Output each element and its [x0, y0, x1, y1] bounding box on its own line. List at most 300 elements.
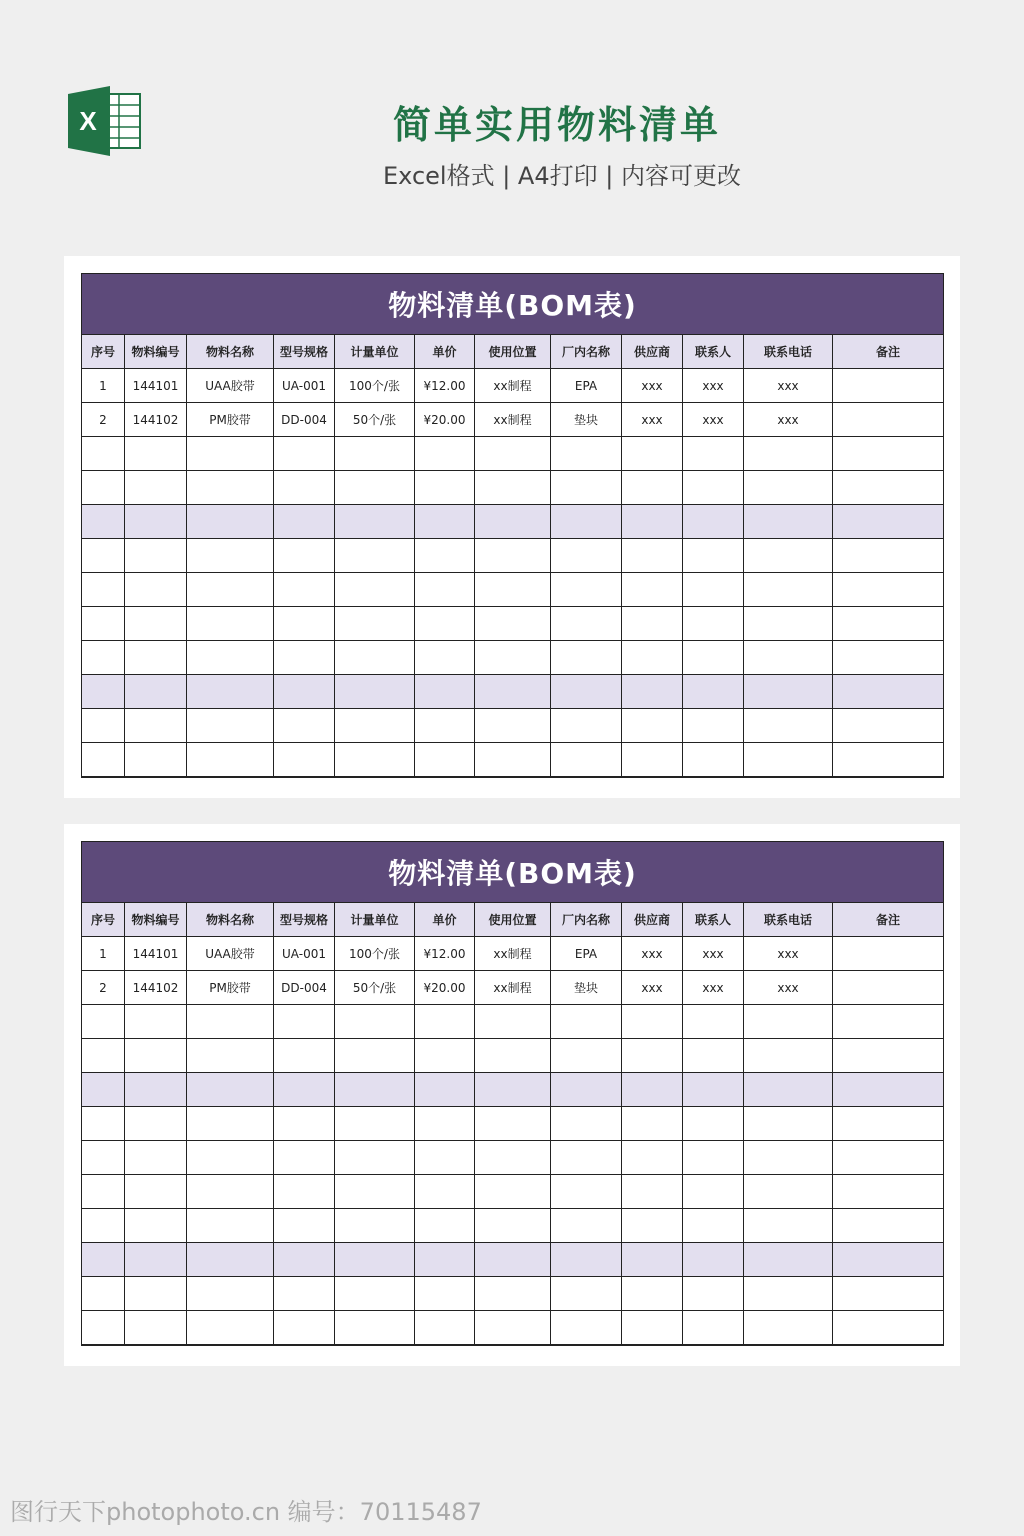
table-cell[interactable]	[551, 1243, 622, 1277]
table-cell[interactable]	[551, 1175, 622, 1209]
table-cell[interactable]	[551, 1209, 622, 1243]
table-cell[interactable]: 144102	[125, 971, 187, 1005]
table-cell[interactable]	[622, 573, 683, 607]
table-row	[82, 403, 944, 437]
table-cell[interactable]	[622, 1311, 683, 1346]
table-cell[interactable]	[475, 1073, 551, 1107]
table-cell[interactable]	[187, 1073, 274, 1107]
table-cell[interactable]	[475, 641, 551, 675]
table-cell[interactable]	[82, 1209, 125, 1243]
table-cell[interactable]	[274, 573, 335, 607]
table-cell[interactable]	[683, 1175, 744, 1209]
table-cell[interactable]	[415, 1039, 475, 1073]
table-cell[interactable]: 144102	[125, 403, 187, 437]
table-cell[interactable]	[744, 505, 833, 539]
table-cell[interactable]	[415, 641, 475, 675]
table-cell[interactable]	[335, 1039, 415, 1073]
table-cell[interactable]	[622, 1073, 683, 1107]
table-cell[interactable]	[274, 1277, 335, 1311]
table-cell[interactable]: ¥20.00	[415, 403, 475, 437]
table-cell[interactable]	[475, 743, 551, 778]
table-cell[interactable]: xxx	[744, 971, 833, 1005]
table-cell[interactable]: 100个/张	[335, 369, 415, 403]
table-cell[interactable]	[622, 1243, 683, 1277]
table-cell[interactable]	[125, 1107, 187, 1141]
table-cell[interactable]	[622, 607, 683, 641]
table-cell[interactable]	[335, 539, 415, 573]
table-cell[interactable]	[622, 675, 683, 709]
table-cell[interactable]	[415, 1073, 475, 1107]
table-cell[interactable]	[187, 607, 274, 641]
table-cell[interactable]	[683, 1209, 744, 1243]
table-cell[interactable]	[82, 505, 125, 539]
table-cell[interactable]	[683, 607, 744, 641]
table-cell[interactable]	[82, 573, 125, 607]
table-cell[interactable]	[622, 471, 683, 505]
table-cell[interactable]	[475, 1209, 551, 1243]
table-cell[interactable]	[744, 1243, 833, 1277]
table-cell[interactable]	[274, 1005, 335, 1039]
table-cell[interactable]	[335, 1073, 415, 1107]
table-cell[interactable]: 100个/张	[335, 937, 415, 971]
table-cell[interactable]	[744, 1141, 833, 1175]
table-cell[interactable]	[335, 1311, 415, 1346]
table-cell[interactable]	[82, 675, 125, 709]
table-cell[interactable]: ¥12.00	[415, 937, 475, 971]
table-cell[interactable]	[744, 1005, 833, 1039]
table-cell[interactable]	[187, 1209, 274, 1243]
table-cell[interactable]	[125, 709, 187, 743]
table-cell[interactable]	[274, 1209, 335, 1243]
table-cell[interactable]	[335, 1277, 415, 1311]
table-cell[interactable]	[683, 675, 744, 709]
table-cell[interactable]: 1	[82, 369, 125, 403]
table-cell[interactable]	[475, 1039, 551, 1073]
table-cell[interactable]	[833, 641, 944, 675]
column-header: 使用位置	[475, 903, 551, 937]
table-cell[interactable]	[551, 573, 622, 607]
table-cell[interactable]	[683, 1107, 744, 1141]
table-cell[interactable]	[551, 1107, 622, 1141]
table-cell[interactable]	[335, 1005, 415, 1039]
table-cell[interactable]	[683, 743, 744, 778]
table-cell[interactable]	[744, 539, 833, 573]
table-cell[interactable]	[833, 471, 944, 505]
table-cell[interactable]	[833, 675, 944, 709]
table-cell[interactable]	[415, 1141, 475, 1175]
table-cell[interactable]: ¥12.00	[415, 369, 475, 403]
table-cell[interactable]	[833, 1311, 944, 1346]
table-cell[interactable]	[683, 1311, 744, 1346]
table-cell[interactable]	[833, 709, 944, 743]
table-cell[interactable]	[833, 1073, 944, 1107]
table-cell[interactable]	[82, 1073, 125, 1107]
table-cell[interactable]	[475, 1175, 551, 1209]
table-cell[interactable]: xx制程	[475, 937, 551, 971]
column-header: 计量单位	[335, 903, 415, 937]
table-cell[interactable]	[744, 607, 833, 641]
table-cell[interactable]	[187, 437, 274, 471]
table-cell[interactable]	[125, 743, 187, 778]
table-cell[interactable]	[622, 1175, 683, 1209]
table-cell[interactable]	[335, 1141, 415, 1175]
table-cell[interactable]	[744, 471, 833, 505]
table-cell[interactable]	[82, 1005, 125, 1039]
table-cell[interactable]	[125, 1141, 187, 1175]
table-cell[interactable]	[187, 1107, 274, 1141]
table-cell[interactable]	[551, 675, 622, 709]
table-cell[interactable]	[551, 743, 622, 778]
table-cell[interactable]	[622, 709, 683, 743]
table-cell[interactable]	[415, 539, 475, 573]
table-cell[interactable]	[551, 1073, 622, 1107]
table-cell[interactable]	[125, 1005, 187, 1039]
table-cell[interactable]	[187, 539, 274, 573]
table-cell[interactable]	[82, 539, 125, 573]
table-cell[interactable]	[125, 437, 187, 471]
table-cell[interactable]	[415, 437, 475, 471]
table-cell[interactable]: 2	[82, 971, 125, 1005]
table-cell[interactable]: UA-001	[274, 937, 335, 971]
table-cell[interactable]	[622, 1277, 683, 1311]
table-cell[interactable]	[125, 1175, 187, 1209]
table-cell[interactable]	[125, 641, 187, 675]
table-cell[interactable]	[187, 1175, 274, 1209]
column-header: 序号	[82, 335, 125, 369]
table-cell[interactable]: xxx	[744, 937, 833, 971]
table-cell[interactable]	[744, 1277, 833, 1311]
table-cell[interactable]	[744, 675, 833, 709]
table-cell[interactable]	[622, 1005, 683, 1039]
table-cell[interactable]	[415, 675, 475, 709]
table-cell[interactable]: UAA胶带	[187, 369, 274, 403]
table-cell[interactable]	[125, 471, 187, 505]
table-cell[interactable]: xxx	[683, 403, 744, 437]
table-cell[interactable]	[82, 709, 125, 743]
table-cell[interactable]	[744, 1311, 833, 1346]
column-header: 物料名称	[187, 903, 274, 937]
table-cell[interactable]	[744, 1175, 833, 1209]
table-cell[interactable]: 垫块	[551, 403, 622, 437]
table-cell[interactable]: xxx	[683, 369, 744, 403]
table-cell[interactable]	[82, 1243, 125, 1277]
table-cell[interactable]	[683, 471, 744, 505]
table-cell[interactable]	[415, 1005, 475, 1039]
table-cell[interactable]	[125, 1277, 187, 1311]
table-cell[interactable]	[274, 1243, 335, 1277]
table-cell[interactable]	[833, 505, 944, 539]
table-cell[interactable]	[475, 1311, 551, 1346]
table-cell[interactable]: 50个/张	[335, 971, 415, 1005]
table-cell[interactable]	[683, 709, 744, 743]
table-cell[interactable]	[833, 1107, 944, 1141]
table-cell[interactable]	[744, 1073, 833, 1107]
table-cell[interactable]	[335, 573, 415, 607]
table-cell[interactable]	[187, 1311, 274, 1346]
table-cell[interactable]: xxx	[683, 971, 744, 1005]
table-cell[interactable]	[335, 1107, 415, 1141]
table-cell[interactable]	[551, 1311, 622, 1346]
table-cell[interactable]: 144101	[125, 937, 187, 971]
table-cell[interactable]	[82, 1107, 125, 1141]
table-cell[interactable]	[187, 471, 274, 505]
table-cell[interactable]	[125, 539, 187, 573]
table-cell[interactable]	[475, 675, 551, 709]
table-cell[interactable]	[683, 1039, 744, 1073]
table-cell[interactable]	[125, 675, 187, 709]
table-cell[interactable]: xx制程	[475, 971, 551, 1005]
table-cell[interactable]: 垫块	[551, 971, 622, 1005]
table-cell[interactable]: DD-004	[274, 971, 335, 1005]
table-cell[interactable]	[274, 1073, 335, 1107]
table-cell[interactable]	[274, 607, 335, 641]
table-cell[interactable]	[335, 1209, 415, 1243]
table-row	[82, 1311, 944, 1346]
table-cell[interactable]: xxx	[622, 971, 683, 1005]
table-cell[interactable]	[833, 937, 944, 971]
table-cell[interactable]	[274, 437, 335, 471]
table-cell[interactable]	[335, 471, 415, 505]
table-cell[interactable]	[125, 1073, 187, 1107]
table-cell[interactable]	[683, 1141, 744, 1175]
table-cell[interactable]	[274, 505, 335, 539]
table-cell[interactable]: 144101	[125, 369, 187, 403]
table-cell[interactable]	[415, 1175, 475, 1209]
table-cell[interactable]	[415, 1277, 475, 1311]
table-cell[interactable]: xxx	[622, 937, 683, 971]
table-cell[interactable]	[551, 1141, 622, 1175]
table-cell[interactable]	[683, 1277, 744, 1311]
table-cell[interactable]: DD-004	[274, 403, 335, 437]
table-cell[interactable]	[415, 1107, 475, 1141]
table-cell[interactable]	[683, 505, 744, 539]
table-cell[interactable]: xxx	[744, 369, 833, 403]
table-cell[interactable]	[622, 1209, 683, 1243]
table-cell[interactable]	[622, 539, 683, 573]
table-cell[interactable]	[82, 1039, 125, 1073]
table-cell[interactable]	[82, 1141, 125, 1175]
table-cell[interactable]	[415, 1311, 475, 1346]
table-cell[interactable]	[833, 573, 944, 607]
table-cell[interactable]	[833, 971, 944, 1005]
table-cell[interactable]	[125, 573, 187, 607]
table-cell[interactable]	[833, 607, 944, 641]
table-cell[interactable]	[274, 1141, 335, 1175]
table-cell[interactable]	[744, 641, 833, 675]
table-cell[interactable]	[744, 1107, 833, 1141]
table-cell[interactable]	[335, 743, 415, 778]
table-cell[interactable]	[82, 437, 125, 471]
table-cell[interactable]	[335, 641, 415, 675]
table-cell[interactable]	[551, 1039, 622, 1073]
table-cell[interactable]: xxx	[744, 403, 833, 437]
table-cell[interactable]	[475, 539, 551, 573]
table-cell[interactable]	[475, 1107, 551, 1141]
table-cell[interactable]	[833, 403, 944, 437]
table-cell[interactable]	[125, 1243, 187, 1277]
table-cell[interactable]	[274, 1107, 335, 1141]
table-cell[interactable]	[833, 743, 944, 778]
table-cell[interactable]	[274, 641, 335, 675]
table-cell[interactable]	[551, 471, 622, 505]
table-cell[interactable]	[274, 539, 335, 573]
table-cell[interactable]: UAA胶带	[187, 937, 274, 971]
table-cell[interactable]	[744, 573, 833, 607]
table-cell[interactable]	[82, 743, 125, 778]
table-cell[interactable]: ¥20.00	[415, 971, 475, 1005]
table-cell[interactable]	[833, 1175, 944, 1209]
table-cell[interactable]: PM胶带	[187, 971, 274, 1005]
table-cell[interactable]: 1	[82, 937, 125, 971]
table-cell[interactable]	[475, 1141, 551, 1175]
table-cell[interactable]	[475, 1277, 551, 1311]
table-cell[interactable]	[683, 539, 744, 573]
table-cell[interactable]	[475, 607, 551, 641]
table-cell[interactable]	[833, 369, 944, 403]
table-cell[interactable]	[622, 1141, 683, 1175]
table-row	[82, 937, 944, 971]
table-cell[interactable]	[475, 709, 551, 743]
table-cell[interactable]: 50个/张	[335, 403, 415, 437]
table-cell[interactable]	[622, 437, 683, 471]
table-cell[interactable]	[187, 1039, 274, 1073]
table-cell[interactable]	[622, 743, 683, 778]
table-cell[interactable]	[744, 743, 833, 778]
table-cell[interactable]	[833, 539, 944, 573]
table-cell[interactable]	[475, 471, 551, 505]
table-cell[interactable]: UA-001	[274, 369, 335, 403]
table-cell[interactable]	[187, 743, 274, 778]
table-cell[interactable]	[274, 743, 335, 778]
table-cell[interactable]: xxx	[622, 403, 683, 437]
table-cell[interactable]	[833, 1209, 944, 1243]
table-cell[interactable]	[744, 709, 833, 743]
table-cell[interactable]	[833, 1277, 944, 1311]
table-cell[interactable]	[82, 641, 125, 675]
table-cell[interactable]	[274, 1175, 335, 1209]
table-cell[interactable]	[833, 1141, 944, 1175]
table-cell[interactable]	[551, 641, 622, 675]
table-cell[interactable]	[683, 437, 744, 471]
table-cell[interactable]	[683, 573, 744, 607]
table-cell[interactable]	[125, 1311, 187, 1346]
table-cell[interactable]	[187, 675, 274, 709]
table-cell[interactable]	[335, 709, 415, 743]
table-cell[interactable]	[622, 641, 683, 675]
table-cell[interactable]	[475, 1243, 551, 1277]
table-cell[interactable]	[82, 1277, 125, 1311]
table-cell[interactable]: PM胶带	[187, 403, 274, 437]
table-cell[interactable]	[683, 1005, 744, 1039]
table-cell[interactable]	[125, 1039, 187, 1073]
table-cell[interactable]: xxx	[683, 937, 744, 971]
table-cell[interactable]	[551, 437, 622, 471]
table-cell[interactable]	[82, 607, 125, 641]
table-cell[interactable]	[551, 607, 622, 641]
column-header: 使用位置	[475, 335, 551, 369]
table-cell[interactable]	[415, 1243, 475, 1277]
table-cell[interactable]	[744, 1039, 833, 1073]
table-row	[82, 539, 944, 573]
table-cell[interactable]	[125, 607, 187, 641]
table-cell[interactable]	[415, 573, 475, 607]
table-cell[interactable]	[683, 641, 744, 675]
table-cell[interactable]	[833, 1039, 944, 1073]
table-cell[interactable]	[274, 1311, 335, 1346]
table-cell[interactable]	[415, 1209, 475, 1243]
table-cell[interactable]	[82, 471, 125, 505]
table-cell[interactable]	[335, 505, 415, 539]
table-cell[interactable]	[125, 505, 187, 539]
table-cell[interactable]	[274, 675, 335, 709]
table-cell[interactable]	[551, 709, 622, 743]
table-cell[interactable]	[683, 1243, 744, 1277]
table-cell[interactable]	[187, 1005, 274, 1039]
table-cell[interactable]	[187, 1277, 274, 1311]
table-cell[interactable]	[335, 1175, 415, 1209]
table-cell[interactable]	[82, 1175, 125, 1209]
table-cell[interactable]: EPA	[551, 369, 622, 403]
table-cell[interactable]	[744, 437, 833, 471]
table-cell[interactable]	[475, 1005, 551, 1039]
table-cell[interactable]	[415, 709, 475, 743]
table-cell[interactable]	[415, 607, 475, 641]
table-cell[interactable]	[415, 471, 475, 505]
table-cell[interactable]	[187, 641, 274, 675]
table-cell[interactable]	[187, 573, 274, 607]
table-cell[interactable]	[335, 1243, 415, 1277]
table-cell[interactable]: xx制程	[475, 369, 551, 403]
table-cell[interactable]	[415, 743, 475, 778]
table-cell[interactable]	[622, 1039, 683, 1073]
table-cell[interactable]	[335, 437, 415, 471]
table-cell[interactable]	[274, 709, 335, 743]
table-cell[interactable]	[833, 1243, 944, 1277]
table-cell[interactable]	[187, 1141, 274, 1175]
table-cell[interactable]	[187, 505, 274, 539]
table-cell[interactable]	[335, 675, 415, 709]
table-cell[interactable]	[415, 505, 475, 539]
table-cell[interactable]	[187, 1243, 274, 1277]
table-cell[interactable]	[551, 505, 622, 539]
table-row	[82, 1243, 944, 1277]
table-cell[interactable]: xx制程	[475, 403, 551, 437]
table-cell[interactable]	[622, 505, 683, 539]
table-cell[interactable]	[475, 505, 551, 539]
table-cell[interactable]: EPA	[551, 937, 622, 971]
table-cell[interactable]	[833, 1005, 944, 1039]
table-cell[interactable]	[187, 709, 274, 743]
table-cell[interactable]	[551, 1005, 622, 1039]
table-cell[interactable]	[274, 1039, 335, 1073]
column-header: 物料编号	[125, 335, 187, 369]
table-cell[interactable]	[551, 539, 622, 573]
table-cell[interactable]	[551, 1277, 622, 1311]
table-cell[interactable]	[622, 1107, 683, 1141]
table-cell[interactable]	[833, 437, 944, 471]
table-cell[interactable]: xxx	[622, 369, 683, 403]
table-cell[interactable]	[475, 437, 551, 471]
table-cell[interactable]	[335, 607, 415, 641]
table-cell[interactable]	[475, 573, 551, 607]
table-cell[interactable]	[82, 1311, 125, 1346]
table-cell[interactable]	[274, 471, 335, 505]
table-cell[interactable]	[683, 1073, 744, 1107]
table-row	[82, 743, 944, 778]
table-cell[interactable]: 2	[82, 403, 125, 437]
table-cell[interactable]	[744, 1209, 833, 1243]
table-cell[interactable]	[125, 1209, 187, 1243]
